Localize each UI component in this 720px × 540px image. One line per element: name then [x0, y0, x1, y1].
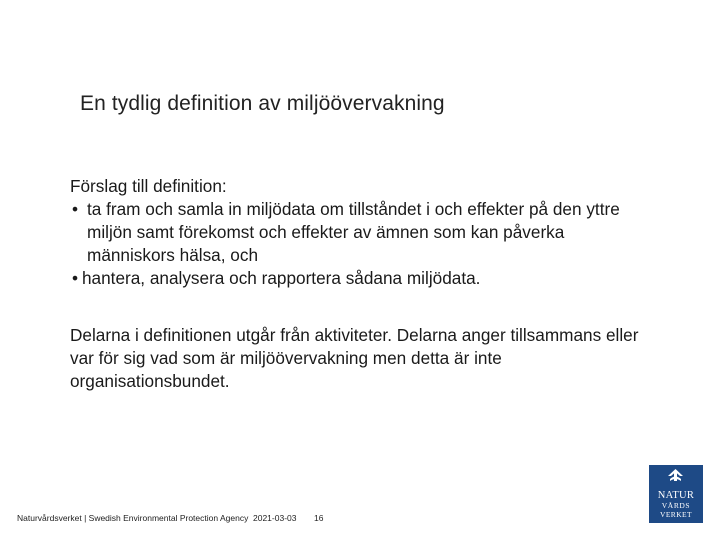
bullet-marker: • — [72, 268, 79, 288]
crown-icon — [668, 469, 683, 481]
logo-line-1: NATUR — [657, 490, 695, 501]
logo-line-3: VERKET — [660, 510, 692, 519]
footer-date: 2021-03-03 — [253, 513, 297, 523]
bullet-marker: • — [72, 199, 79, 219]
slide-body — [70, 175, 650, 393]
bullet-text: hantera, analysera och rapportera sådana miljödata. — [82, 268, 481, 288]
bullet-text: ta fram och samla in miljödata om tillståndet i och effekter på den yttre miljön samt förekomst och effekter av ämnen som kan påverka människors hälsa, och — [87, 199, 620, 265]
list-item — [70, 267, 650, 290]
list-item — [70, 198, 650, 267]
page-number: 16 — [314, 513, 324, 523]
logo-line-2: VÅRDS — [661, 501, 691, 510]
explanation-paragraph: Delarna i definitionen utgår från aktiviteter. Delarna anger tillsammans eller var för sig vad som är miljöövervakning men detta är inte organisationsbundet. — [70, 325, 639, 391]
footer-organization: Naturvårdsverket | Swedish Environmental Protection Agency — [17, 513, 249, 523]
logo-mark — [649, 465, 703, 523]
definition-list — [70, 198, 650, 290]
definition-intro: Förslag till definition: — [70, 176, 227, 196]
slide-title: En tydlig definition av miljöövervakning — [80, 92, 445, 115]
naturvardsverket-logo — [649, 465, 703, 523]
